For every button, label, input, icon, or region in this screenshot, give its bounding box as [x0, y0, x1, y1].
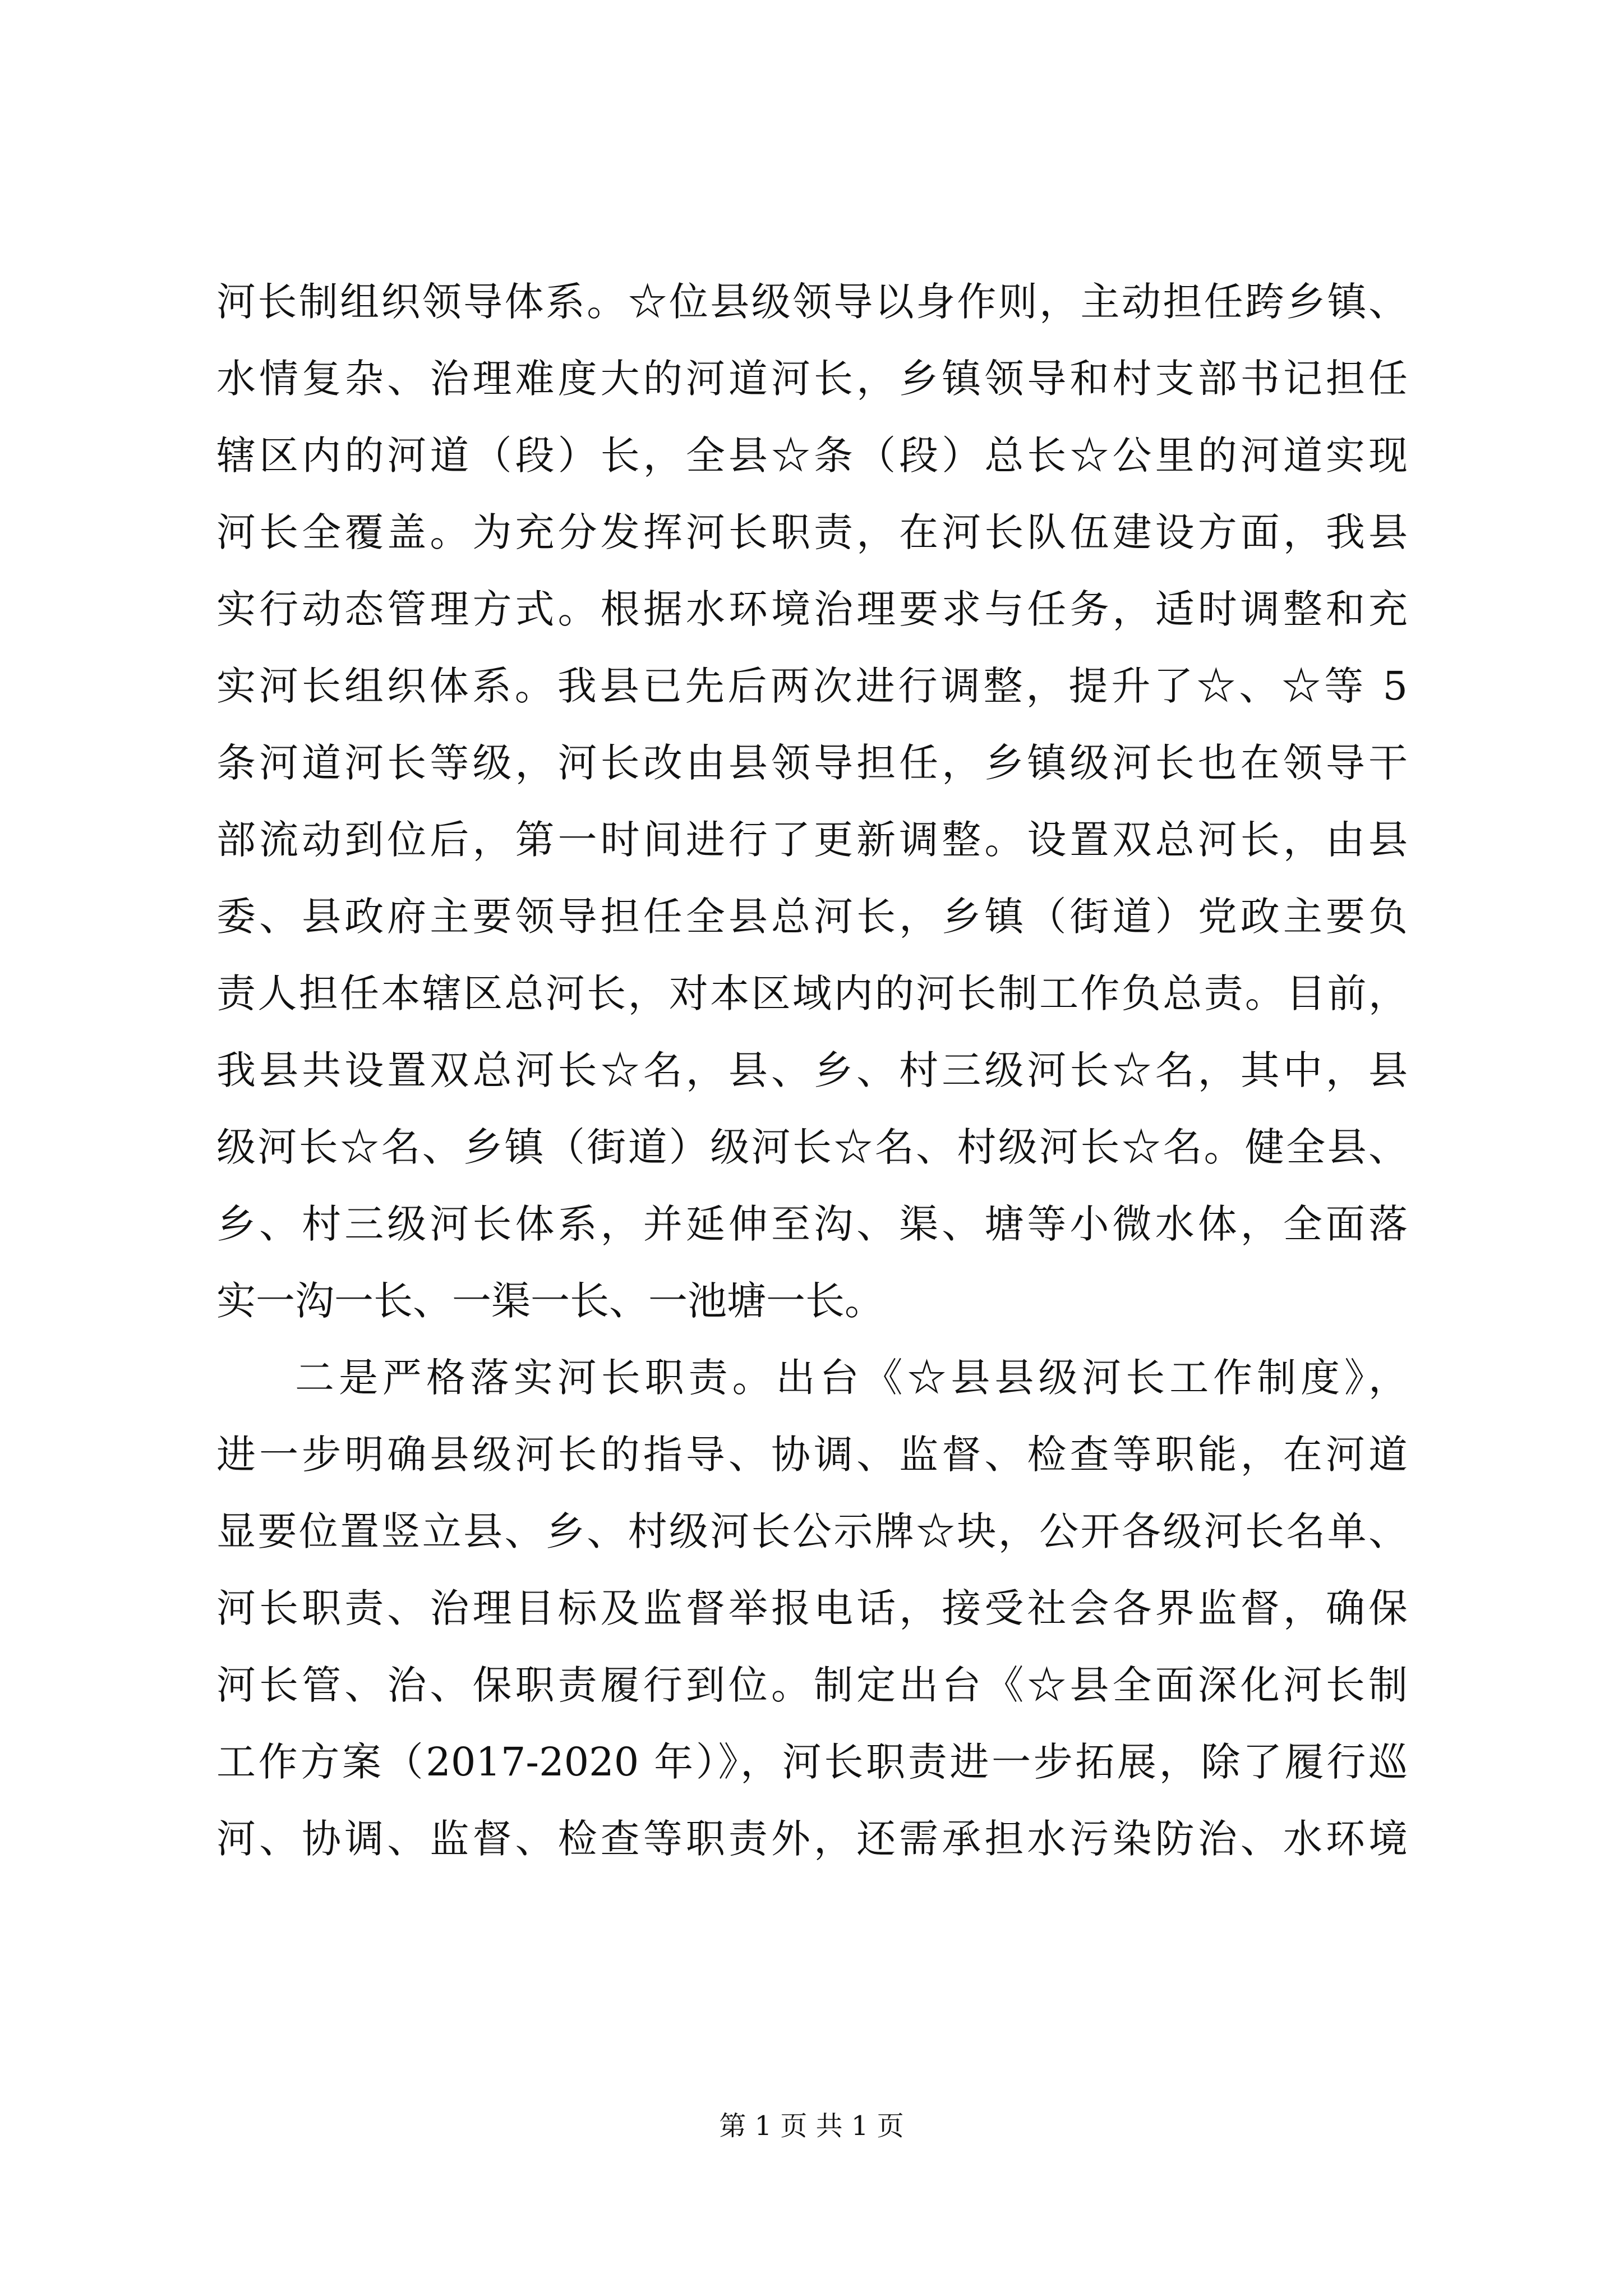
text-line: 显要位置竖立县、乡、村级河长公示牌☆块，公开各级河长名单、	[216, 1508, 1408, 1554]
text-line: 实河长组织体系。我县已先后两次进行调整，提升了☆、☆等 5	[216, 663, 1408, 709]
text-line: 乡、村三级河长体系，并延伸至沟、渠、塘等小微水体，全面落	[216, 1201, 1408, 1247]
text-line: 委、县政府主要领导担任全县总河长，乡镇（街道）党政主要负	[216, 894, 1408, 940]
document-body	[216, 264, 1408, 1878]
page-number-label: 第 1 页 共 1 页	[719, 2110, 904, 2142]
text-line: 部流动到位后，第一时间进行了更新调整。设置双总河长，由县	[216, 817, 1408, 863]
text-line: 进一步明确县级河长的指导、协调、监督、检查等职能，在河道	[216, 1432, 1408, 1478]
text-line: 实一沟一长、一渠一长、一池塘一长。	[216, 1278, 884, 1324]
text-line: 辖区内的河道（段）长，全县☆条（段）总长☆公里的河道实现	[216, 432, 1408, 478]
text-line: 级河长☆名、乡镇（街道）级河长☆名、村级河长☆名。健全县、	[216, 1124, 1408, 1170]
text-line: 二是严格落实河长职责。出台《☆县县级河长工作制度》，	[295, 1355, 1408, 1401]
text-line: 河长职责、治理目标及监督举报电话，接受社会各界监督，确保	[216, 1585, 1408, 1631]
paragraph-2	[216, 1340, 1408, 1878]
text-line: 责人担任本辖区总河长，对本区域内的河长制工作负总责。目前，	[216, 970, 1408, 1016]
page-footer	[0, 2109, 1623, 2143]
paragraph-1	[216, 264, 1408, 1340]
text-line: 河长管、治、保职责履行到位。制定出台《☆县全面深化河长制	[216, 1662, 1408, 1708]
text-line: 条河道河长等级，河长改由县领导担任，乡镇级河长也在领导干	[216, 740, 1408, 786]
text-line: 河、协调、监督、检查等职责外，还需承担水污染防治、水环境	[216, 1816, 1408, 1862]
text-line: 河长全覆盖。为充分发挥河长职责，在河长队伍建设方面，我县	[216, 509, 1408, 555]
text-line: 实行动态管理方式。根据水环境治理要求与任务，适时调整和充	[216, 586, 1408, 632]
text-line: 水情复杂、治理难度大的河道河长，乡镇领导和村支部书记担任	[216, 356, 1408, 402]
text-line: 河长制组织领导体系。☆位县级领导以身作则，主动担任跨乡镇、	[216, 279, 1408, 325]
text-line: 我县共设置双总河长☆名，县、乡、村三级河长☆名，其中，县	[216, 1047, 1408, 1093]
text-line: 工作方案（2017-2020 年）》，河长职责进一步拓展，除了履行巡	[216, 1739, 1408, 1785]
